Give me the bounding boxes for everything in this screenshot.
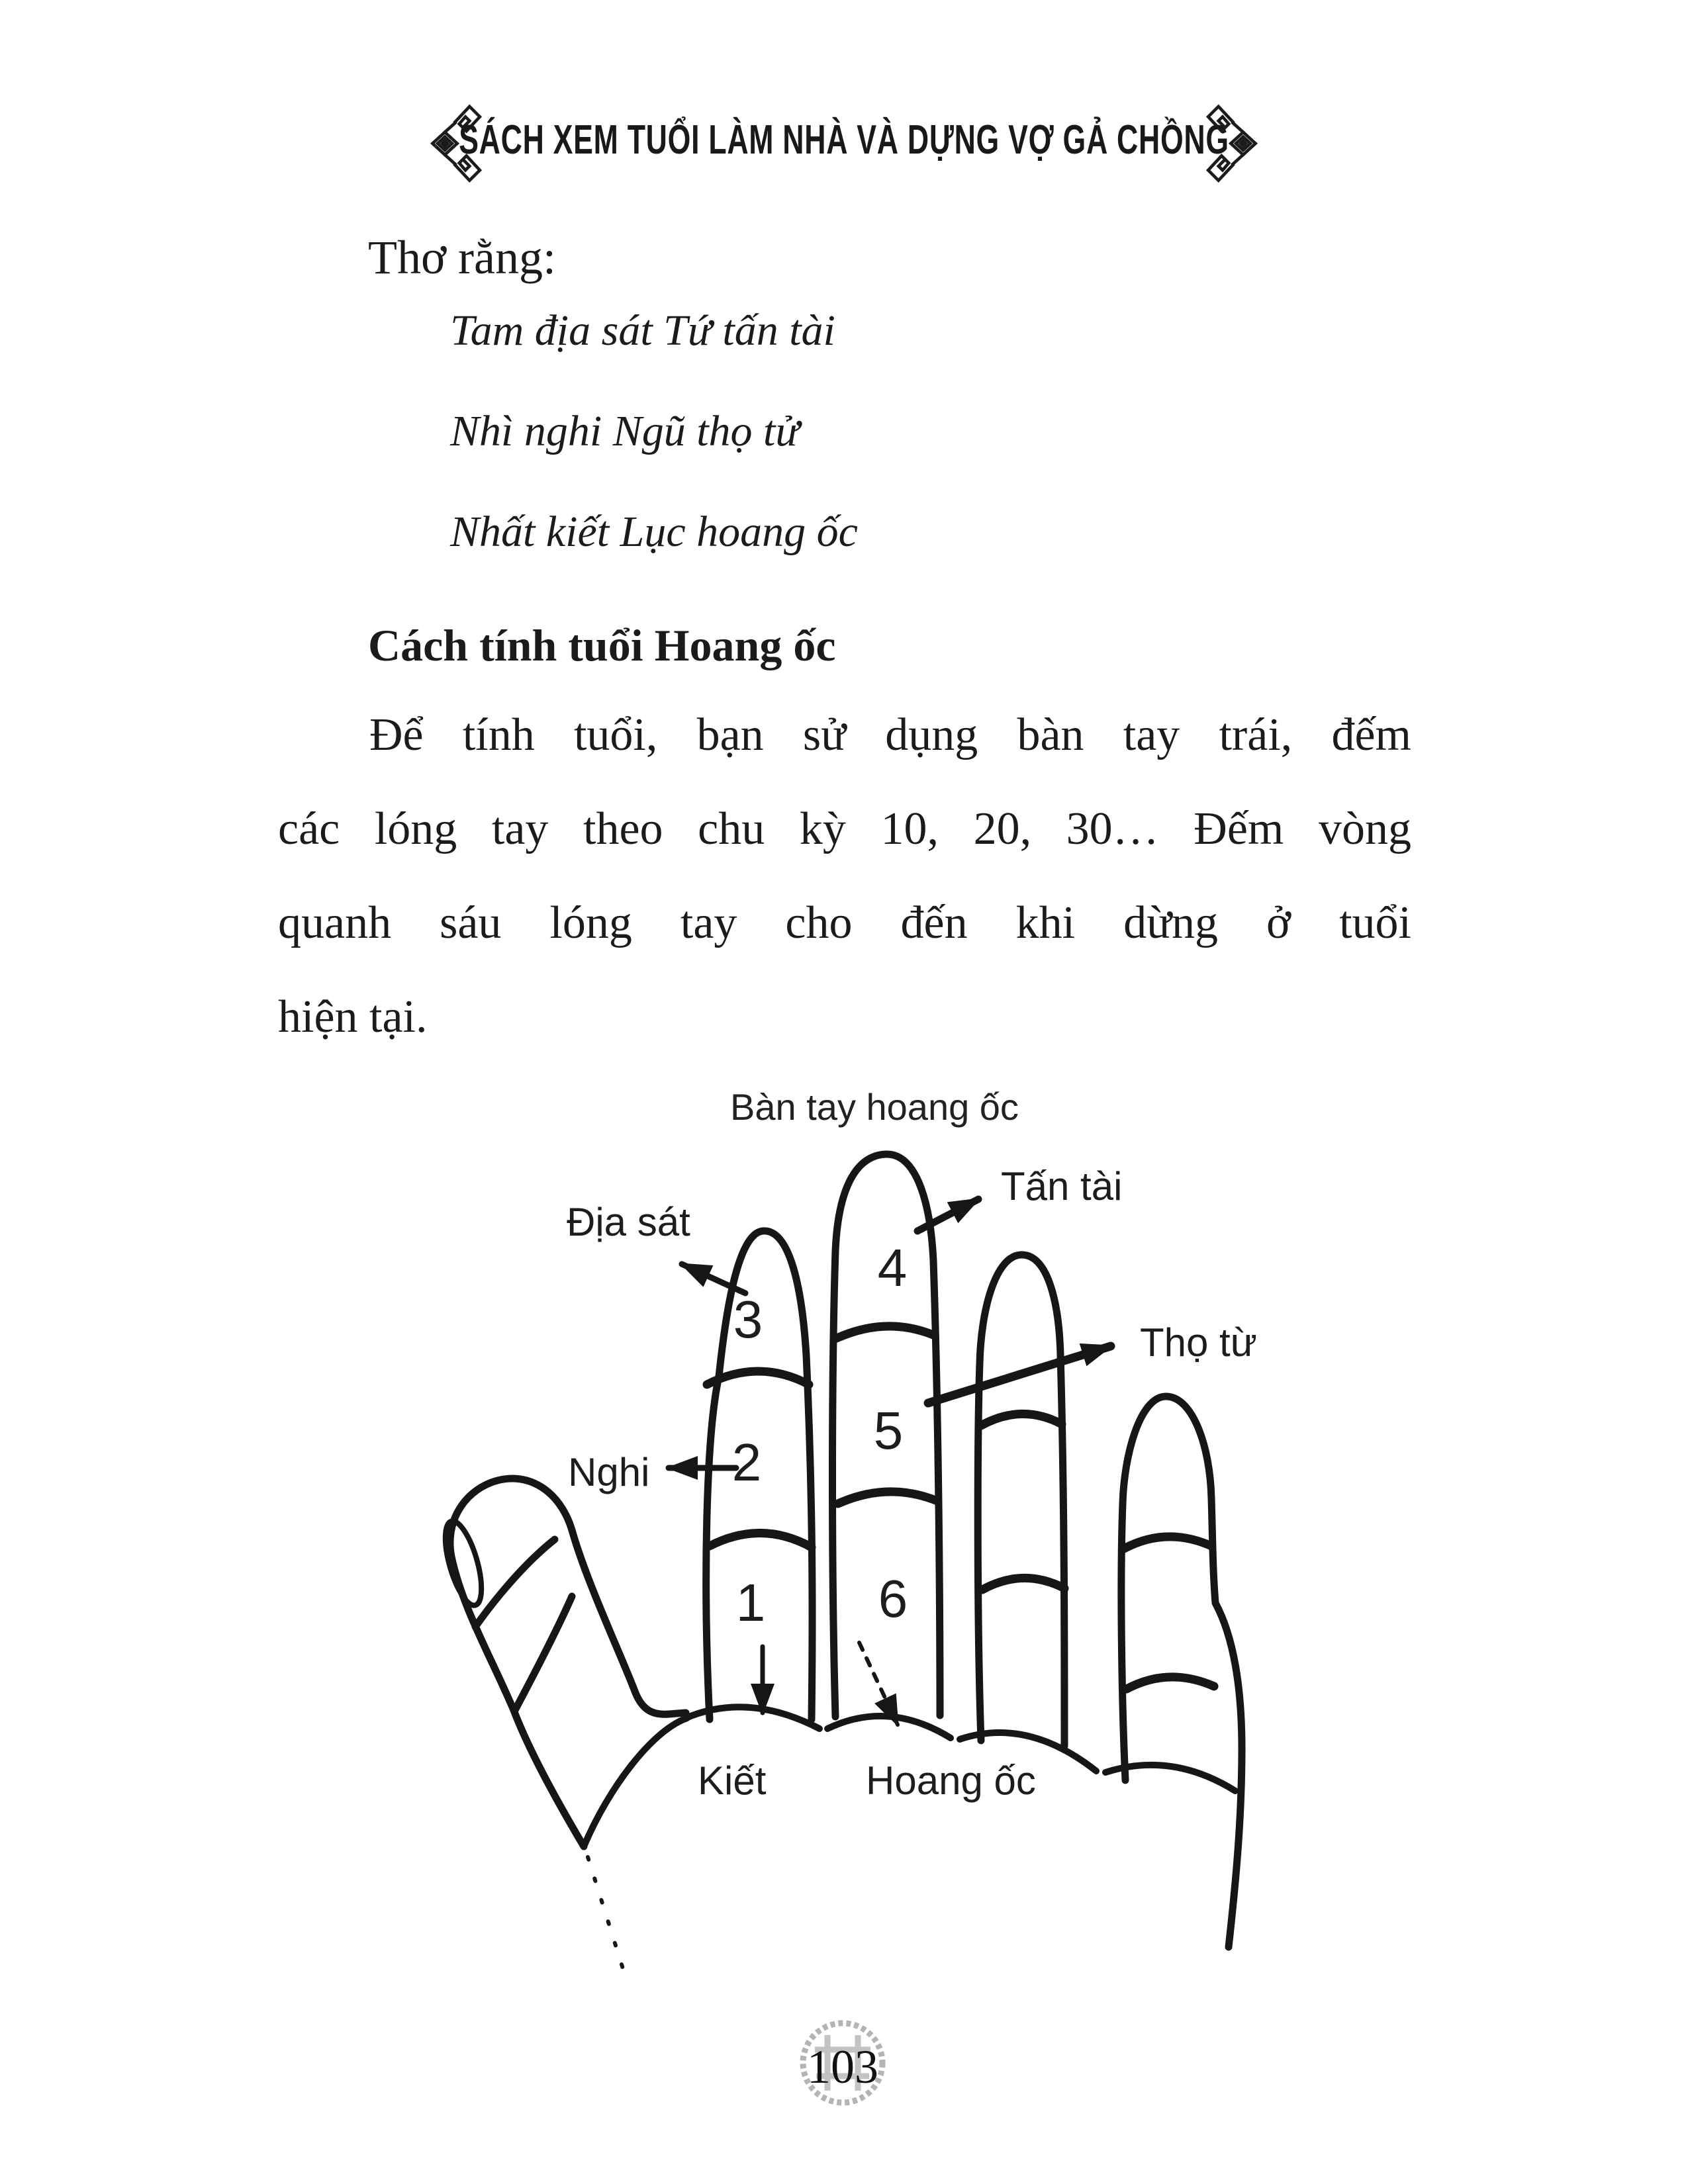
paragraph-line: các lóng tay theo chu kỳ 10, 20, 30… Đếm vòng — [278, 803, 1411, 854]
intro-label: Thơ rằng: — [368, 231, 556, 284]
page-header-title: SÁCH XEM TUỔI LÀM NHÀ VÀ DỰNG VỢ GẢ CHỒNG — [459, 117, 1229, 163]
thumb-outline — [450, 1479, 686, 1846]
label-nghi: Nghi — [568, 1450, 650, 1494]
segment-number-1: 1 — [735, 1573, 766, 1632]
ring-crease-lower — [982, 1578, 1064, 1590]
label-tan-tai: Tấn tài — [1001, 1164, 1123, 1208]
webbing-under-middle — [827, 1716, 951, 1738]
little-crease-lower — [1127, 1677, 1214, 1689]
thumb-crease-1 — [515, 1596, 572, 1710]
segment-number-6: 6 — [878, 1569, 908, 1628]
poem-line-3: Nhất kiết Lục hoang ốc — [450, 508, 858, 556]
label-tho-tu: Thọ từ — [1140, 1320, 1257, 1365]
thumb-crease-2 — [475, 1539, 555, 1627]
segment-number-2: 2 — [731, 1433, 762, 1492]
palm-left-dotted-tail — [588, 1857, 625, 1975]
thumb-nail — [438, 1518, 489, 1609]
ornament-diamond-dot — [442, 141, 447, 146]
poem-line-2: Nhì nghi Ngũ thọ tử — [450, 407, 800, 455]
diagram-title: Bàn tay hoang ốc — [730, 1086, 1019, 1128]
ring-finger-outline — [978, 1255, 1064, 1746]
ornament-connector-bottom — [445, 155, 455, 164]
header-ornament-right-icon — [1197, 99, 1271, 187]
paragraph-line: hiện tại. — [278, 991, 428, 1042]
paragraph-line: Để tính tuổi, bạn sử dụng bàn tay trái, đếm — [369, 709, 1411, 760]
little-finger-outline — [1121, 1396, 1242, 1947]
little-crease-upper — [1124, 1537, 1211, 1549]
poem-line-1: Tam địa sát Tứ tấn tài — [450, 306, 835, 355]
middle-crease-upper — [837, 1326, 935, 1338]
segment-number-4: 4 — [877, 1238, 908, 1297]
tho-tu-arrow — [928, 1346, 1111, 1403]
section-heading: Cách tính tuổi Hoang ốc — [368, 620, 836, 670]
index-crease-upper — [707, 1371, 809, 1385]
paragraph-line: quanh sáu lóng tay cho đến khi dừng ở tuổi — [278, 897, 1411, 948]
hoang-oc-arrow — [859, 1643, 898, 1725]
middle-crease-lower — [838, 1492, 937, 1504]
webbing-under-index — [686, 1707, 820, 1729]
index-crease-lower — [710, 1533, 812, 1547]
page-number: 103 — [807, 2040, 878, 2093]
ring-crease-upper — [981, 1414, 1062, 1426]
label-hoang-oc: Hoang ốc — [866, 1758, 1036, 1803]
segment-number-3: 3 — [733, 1290, 763, 1349]
palm-left-edge — [584, 1718, 687, 1846]
label-dia-sat: Địa sát — [567, 1200, 690, 1244]
ornament-connector-top — [445, 123, 455, 132]
label-kiet: Kiết — [698, 1758, 767, 1803]
segment-number-5: 5 — [873, 1401, 904, 1460]
